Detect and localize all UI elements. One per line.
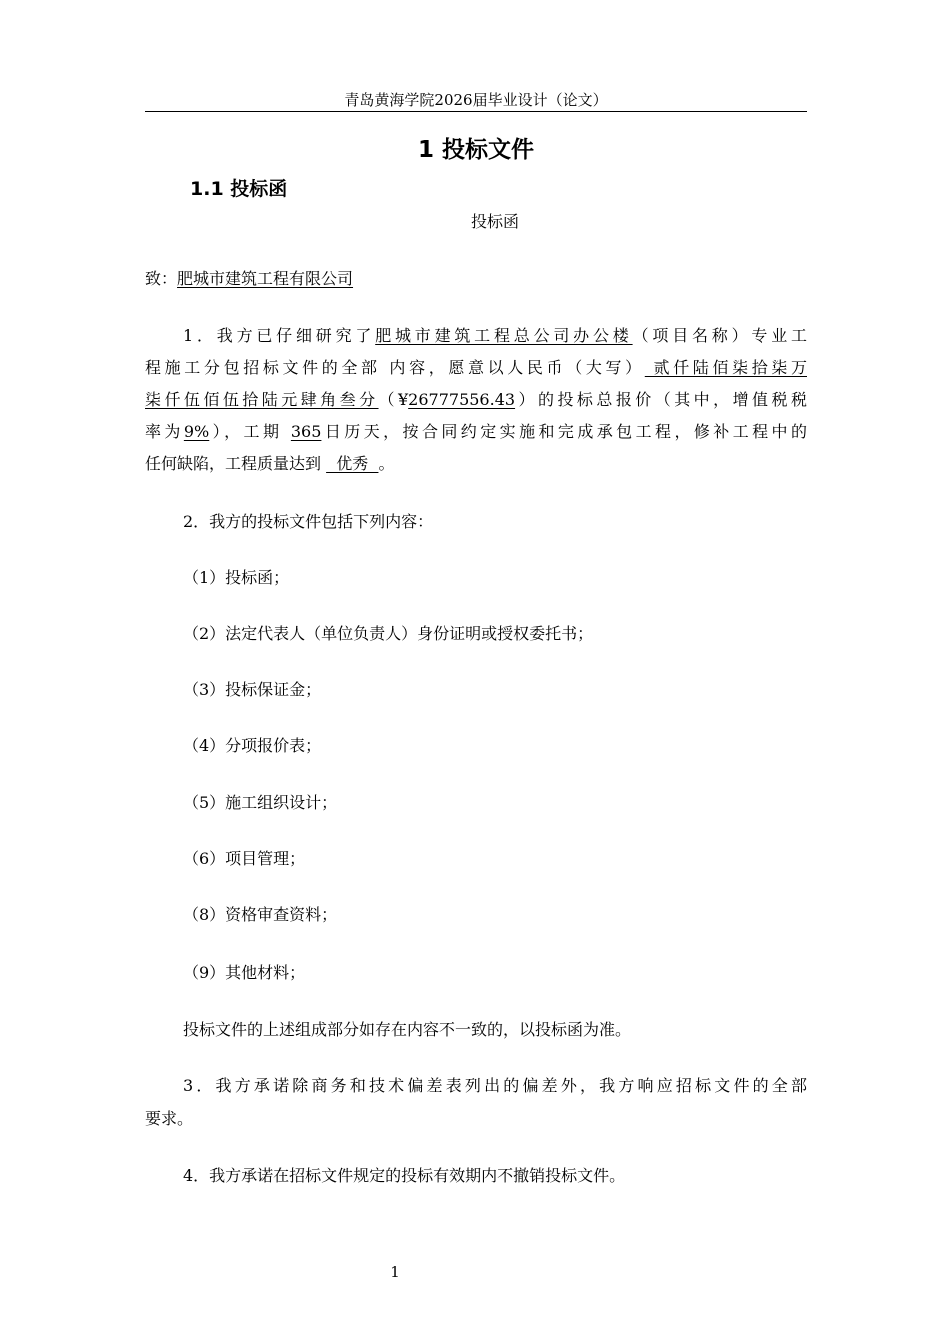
- content-item: （5）施工组织设计；: [183, 793, 338, 812]
- content-item: （1）投标函；: [183, 568, 290, 587]
- content-item: （9）其他材料；: [183, 963, 306, 982]
- content-item: （3）投标保证金；: [183, 680, 322, 699]
- item-1-line-2: 程施工分包招标文件的全部 内容，愿意以人民币（大写） 贰仟陆佰柒拾柒万: [145, 358, 807, 377]
- item-1-paragraph: [145, 320, 807, 480]
- content-item: （4）分项报价表；: [183, 736, 322, 755]
- content-item: （8）资格审查资料；: [183, 905, 338, 924]
- consistency-note: 投标文件的上述组成部分如存在内容不一致的，以投标函为准。: [183, 1020, 632, 1039]
- chapter-title: 1 投标文件: [417, 137, 534, 163]
- quality-level: 优秀: [326, 454, 379, 473]
- item-1-line-5: 任何缺陷，工程质量达到 优秀 。: [145, 454, 395, 473]
- amount-words-part-2: 柒仟伍佰伍拾陆元肆角叁分: [145, 390, 379, 409]
- item-3-line-2: 要求。: [145, 1109, 194, 1128]
- item-1-line-4: 率为9%），工期 365日历天，按合同约定实施和完成承包工程，修补工程中的: [145, 422, 807, 441]
- tax-rate: 9%: [183, 422, 210, 441]
- page-header: 青岛黄海学院2026届毕业设计（论文）: [145, 90, 807, 112]
- recipient-company: 肥城市建筑工程有限公司: [177, 269, 354, 288]
- item-1-line-1: 1．我方已仔细研究了肥城市建筑工程总公司办公楼（项目名称）专业工: [183, 326, 807, 345]
- project-name: 肥城市建筑工程总公司办公楼: [375, 326, 633, 345]
- item-4: 4．我方承诺在招标文件规定的投标有效期内不撤销投标文件。: [183, 1166, 626, 1185]
- content-item: （6）项目管理；: [183, 849, 306, 868]
- item-3-line-1: 3．我方承诺除商务和技术偏差表列出的偏差外，我方响应招标文件的全部: [183, 1076, 807, 1095]
- duration-days: 365: [290, 422, 322, 441]
- item-2-intro: 2．我方的投标文件包括下列内容：: [183, 512, 434, 531]
- item-1-line-3: 柒仟伍佰伍拾陆元肆角叁分（¥26777556.43）的投标总报价（其中，增值税税: [145, 390, 807, 409]
- content-item: （2）法定代表人（单位负责人）身份证明或授权委托书；: [183, 624, 594, 643]
- amount-number: 26777556.43: [408, 390, 516, 409]
- amount-words-part-1: 贰仟陆佰柒拾柒万: [644, 358, 807, 377]
- letter-title: 投标函: [470, 212, 519, 231]
- page-number: 1: [390, 1263, 400, 1281]
- salutation-prefix: 致：: [145, 269, 178, 288]
- section-title: 1.1 投标函: [190, 178, 288, 200]
- salutation: [145, 266, 807, 292]
